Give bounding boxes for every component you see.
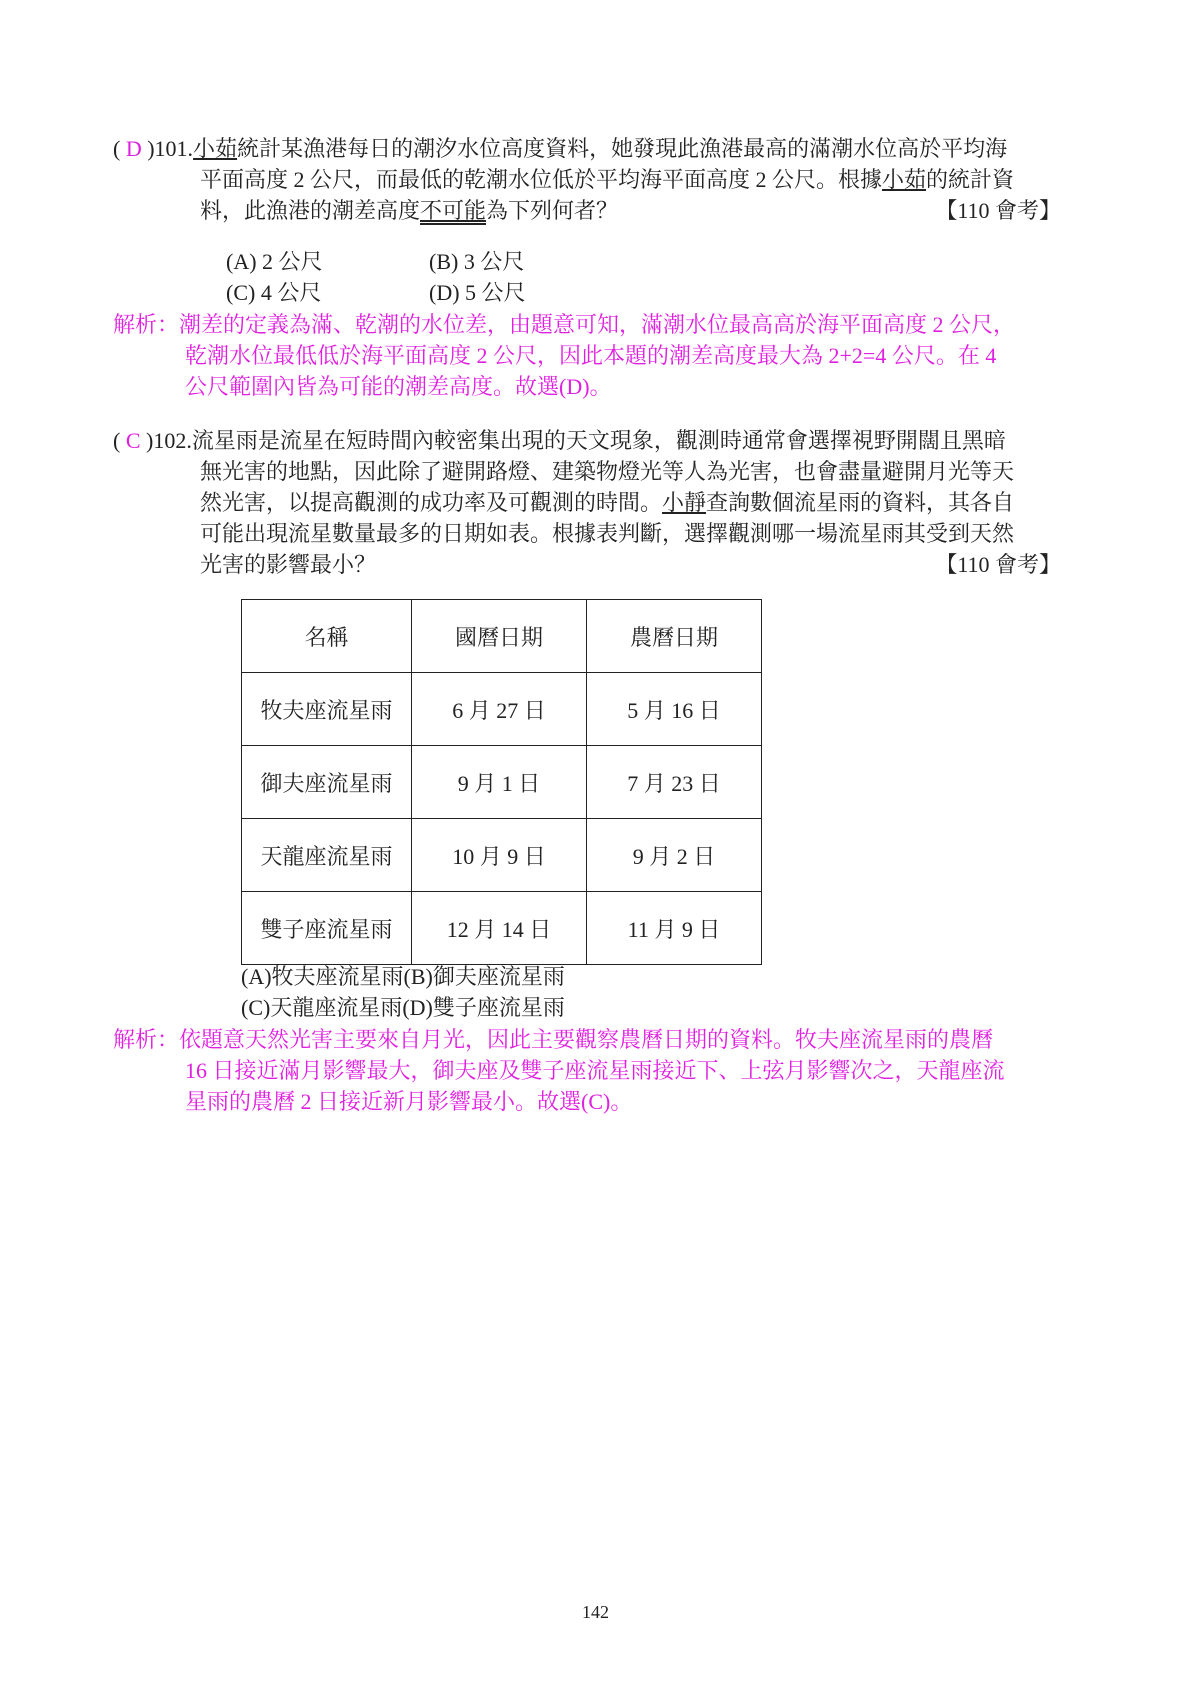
cell: 9 月 2 日 [587,819,762,892]
name: 小靜 [662,490,707,515]
analysis-102 [113,1024,1083,1117]
option-a: (A) 2 公尺 [226,249,323,274]
cell: 11 月 9 日 [587,892,762,965]
name: 小茹 [882,167,927,192]
source-tag: 【110 會考】 [935,198,1061,223]
option-a: (A)牧夫座流星雨 [241,964,404,989]
answer: D [125,136,142,161]
question-number: 102. [153,428,192,453]
header-cell: 國曆日期 [412,600,587,673]
header-cell: 名稱 [242,600,412,673]
text: 統計某漁港每日的潮汐水位高度資料，她發現此漁港最高的滿潮水位高於平均海 [237,136,1008,161]
cell: 10 月 9 日 [412,819,587,892]
analysis-line: 16 日接近滿月影響最大，御夫座及雙子座流星雨接近下、上弦月影響次之，天龍座流 [185,1058,1005,1083]
emphasis: 不可能 [420,198,487,223]
cell: 雙子座流星雨 [242,892,412,965]
name: 小茹 [193,136,238,161]
cell: 御夫座流星雨 [242,746,412,819]
page-number: 142 [582,1602,609,1622]
analysis-line: 公尺範圍內皆為可能的潮差高度。故選(D)。 [185,374,612,399]
text: 光害的影響最小？ [200,552,377,577]
answer: C [125,428,141,453]
text: 可能出現流星數量最多的日期如表。根據表判斷，選擇觀測哪一場流星雨其受到天然 [200,521,1015,546]
table-row [242,819,762,892]
analysis-101 [113,309,1083,402]
cell: 5 月 16 日 [587,673,762,746]
text: 料，此漁港的潮差高度 [200,198,421,223]
table-row [242,892,762,965]
option-b: (B)御夫座流星雨 [403,964,565,989]
table-row [242,746,762,819]
option-c: (C)天龍座流星雨 [241,995,403,1020]
option-d: (D)雙子座流星雨 [402,995,565,1020]
text: 為下列何者？ [486,198,619,223]
cell: 12 月 14 日 [412,892,587,965]
meteor-shower-table [241,599,762,965]
analysis-line: 解析：潮差的定義為滿、乾潮的水位差，由題意可知，滿潮水位最高高於海平面高度 2 公尺， [113,312,1016,337]
analysis-line: 乾潮水位最低低於海平面高度 2 公尺，因此本題的潮差高度最大為 2+2=4 公尺。在 4 [185,343,997,368]
option-b: (B) 3 公尺 [429,249,525,274]
options-101 [226,246,632,308]
text: 平面高度 2 公尺，而最低的乾潮水位低於平均海平面高度 2 公尺。根據 [200,167,883,192]
option-c: (C) 4 公尺 [226,280,322,305]
text: 流星雨是流星在短時間內較密集出現的天文現象，觀測時通常會選擇視野開闊且黑暗 [191,428,1006,453]
text: 的統計資 [926,167,1015,192]
cell: 9 月 1 日 [412,746,587,819]
question-102: ( C )102.流星雨是流星在短時間內較密集出現的天文現象，觀測時通常會選擇視野開闊且黑暗 無光害的地點，因此除了避開路燈、建築物燈光等人為光害，也會盡量避開月光等天 然光害，以提高觀測的成功率及可觀測的時間。小靜查詢數個流星雨的資料，其各自 可能出現流星數量最多的日期如表。根據表判斷，選擇觀測哪一場流星雨其受到天然 光害的影響最小？ 【110 會考】 [113,425,1083,580]
header-cell: 農曆日期 [587,600,762,673]
question-101: ( D )101.小茹統計某漁港每日的潮汐水位高度資料，她發現此漁港最高的滿潮水位高於平均海 平面高度 2 公尺，而最低的乾潮水位低於平均海平面高度 2 公尺。根據小茹的統計資 料，此漁港的潮差高度不可能為下列何者？ 【110 會考】 [113,133,1083,226]
text: 無光害的地點，因此除了避開路燈、建築物燈光等人為光害，也會盡量避開月光等天 [200,459,1015,484]
cell: 牧夫座流星雨 [242,673,412,746]
cell: 天龍座流星雨 [242,819,412,892]
option-d: (D) 5 公尺 [429,280,526,305]
analysis-line: 星雨的農曆 2 日接近新月影響最小。故選(C)。 [185,1089,633,1114]
table-row [242,673,762,746]
cell: 6 月 27 日 [412,673,587,746]
text: 然光害，以提高觀測的成功率及可觀測的時間。 [200,490,663,515]
source-tag: 【110 會考】 [935,552,1061,577]
table-header [242,600,762,673]
text: 查詢數個流星雨的資料，其各自 [706,490,1015,515]
question-number: 101. [154,136,194,161]
options-102 [241,961,565,1023]
cell: 7 月 23 日 [587,746,762,819]
analysis-line: 解析：依題意天然光害主要來自月光，因此主要觀察農曆日期的資料。牧夫座流星雨的農曆 [113,1027,994,1052]
